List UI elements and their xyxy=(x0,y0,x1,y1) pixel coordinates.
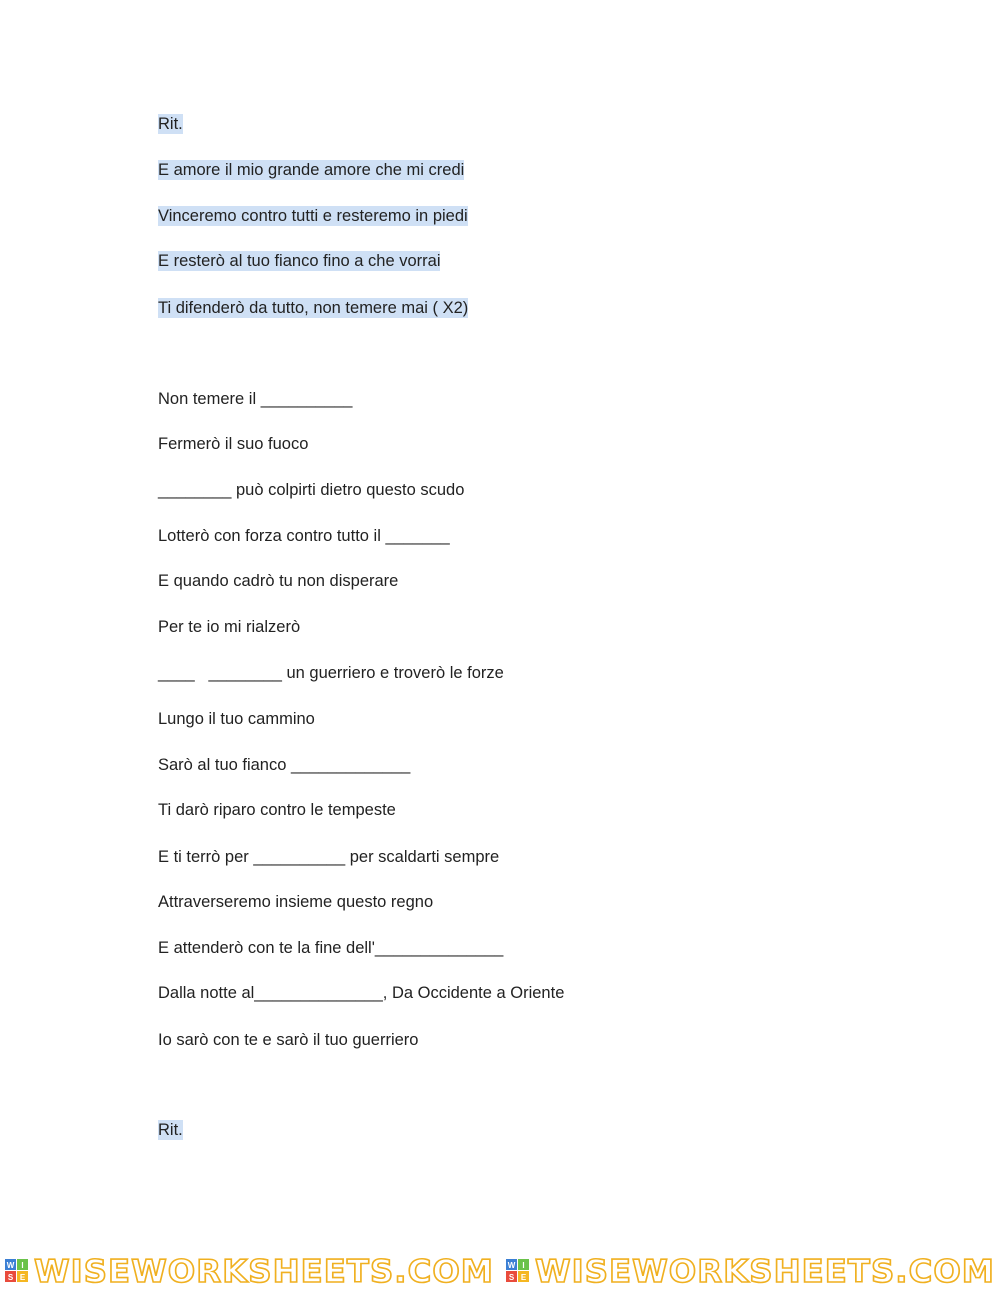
svg-text:W: W xyxy=(6,1261,15,1270)
chorus-line: E amore il mio grande amore che mi credi xyxy=(158,161,465,179)
watermark-text: WISEWORKSHEETS.COM xyxy=(34,1254,495,1290)
verse-line: Non temere il __________ xyxy=(158,390,353,408)
verse-line: E attenderò con te la fine dell'______________ xyxy=(158,939,504,957)
verse-line: E quando cadrò tu non disperare xyxy=(158,572,399,590)
verse-line: Lungo il tuo cammino xyxy=(158,710,315,728)
verse-line: Sarò al tuo fianco _____________ xyxy=(158,756,411,774)
svg-text:I: I xyxy=(21,1261,24,1270)
chorus-line: Vinceremo contro tutti e resteremo in piedi xyxy=(158,207,468,225)
verse-line: E ti terrò per __________ per scaldarti sempre xyxy=(158,848,500,866)
chorus-line: E resterò al tuo fianco fino a che vorrai xyxy=(158,252,441,270)
watermark-strip xyxy=(0,1252,1000,1291)
verse-line: ____ ________ un guerriero e troverò le forze xyxy=(158,664,504,682)
wiseworksheets-logo-icon xyxy=(506,1259,529,1282)
wiseworksheets-logo-icon xyxy=(5,1259,28,1282)
svg-text:W: W xyxy=(507,1261,516,1270)
watermark-text: WISEWORKSHEETS.COM xyxy=(535,1254,995,1290)
verse-line: Ti darò riparo contro le tempeste xyxy=(158,801,396,819)
chorus-label-bottom: Rit. xyxy=(158,1121,183,1139)
verse-line: Io sarò con te e sarò il tuo guerriero xyxy=(158,1031,419,1049)
footer-watermark xyxy=(0,1252,1000,1291)
verse-line: Fermerò il suo fuoco xyxy=(158,435,309,453)
verse-line: Dalla notte al______________, Da Occidente a Oriente xyxy=(158,984,565,1002)
verse-line: ________ può colpirti dietro questo scudo xyxy=(158,481,465,499)
chorus-label-top: Rit. xyxy=(158,115,183,133)
svg-text:I: I xyxy=(522,1261,525,1270)
svg-text:E: E xyxy=(520,1273,527,1282)
verse-line: Lotterò con forza contro tutto il _______ xyxy=(158,527,450,545)
svg-text:S: S xyxy=(7,1273,14,1282)
verse-line: Per te io mi rialzerò xyxy=(158,618,301,636)
svg-text:S: S xyxy=(508,1273,515,1282)
svg-text:E: E xyxy=(19,1273,26,1282)
chorus-line: Ti difenderò da tutto, non temere mai ( X2) xyxy=(158,299,469,317)
verse-line: Attraverseremo insieme questo regno xyxy=(158,893,434,911)
